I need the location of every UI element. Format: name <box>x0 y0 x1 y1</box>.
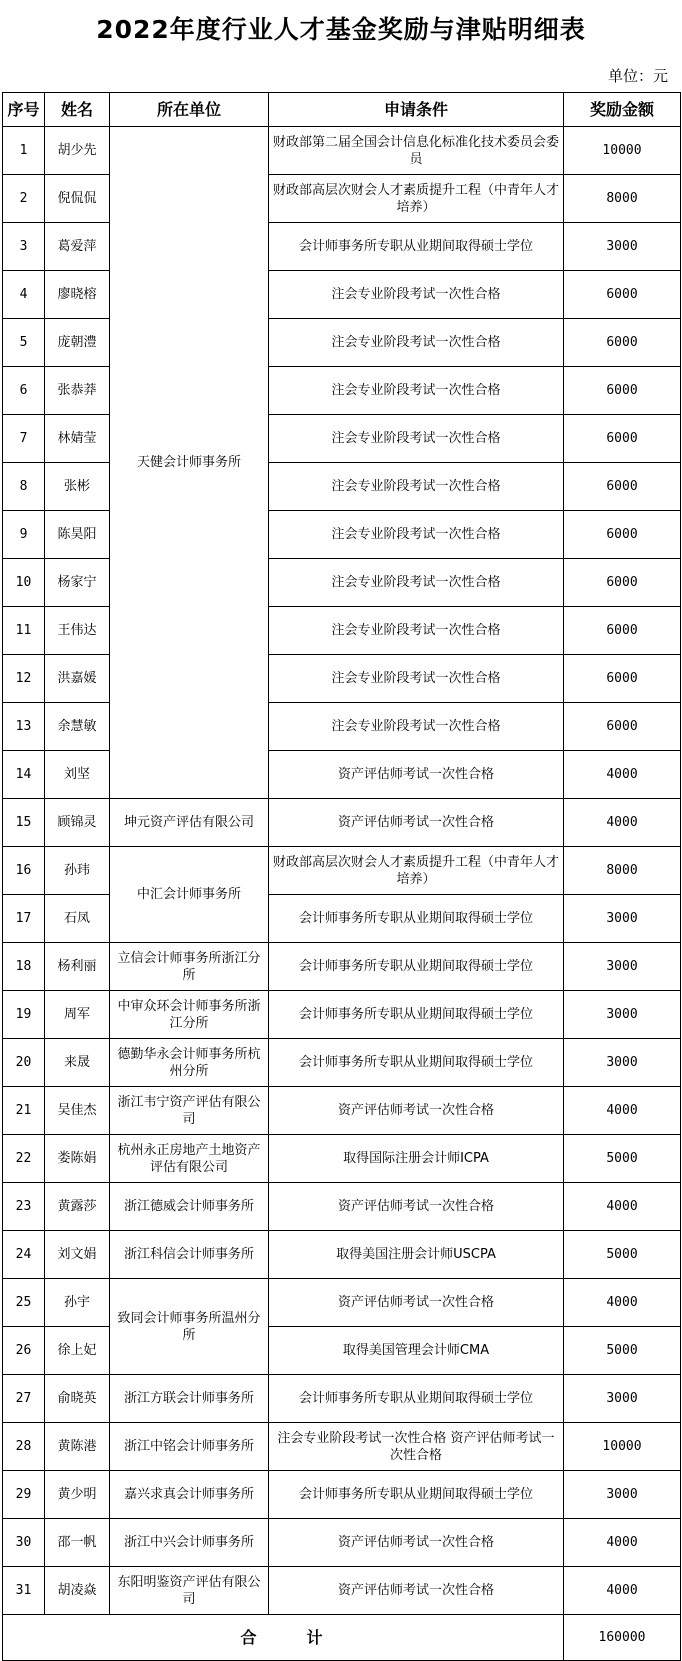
table-row <box>3 1039 681 1087</box>
row-seq: 4 <box>3 271 45 319</box>
row-name: 庞朝澧 <box>45 319 110 367</box>
row-amount: 4000 <box>564 1087 681 1135</box>
row-seq: 25 <box>3 1279 45 1327</box>
row-amount: 3000 <box>564 223 681 271</box>
row-condition: 资产评估师考试一次性合格 <box>269 1567 564 1615</box>
row-condition: 注会专业阶段考试一次性合格 <box>269 655 564 703</box>
row-condition: 注会专业阶段考试一次性合格 <box>269 319 564 367</box>
table-row <box>3 1087 681 1135</box>
table-row <box>3 751 681 799</box>
row-unit: 中汇会计师事务所 <box>110 847 269 943</box>
row-name: 陈昊阳 <box>45 511 110 559</box>
row-unit: 德勤华永会计师事务所杭州分所 <box>110 1039 269 1087</box>
row-name: 孙玮 <box>45 847 110 895</box>
row-condition: 取得国际注册会计师ICPA <box>269 1135 564 1183</box>
row-unit: 致同会计师事务所温州分所 <box>110 1279 269 1375</box>
table-row <box>3 1519 681 1567</box>
row-amount: 5000 <box>564 1231 681 1279</box>
table-row <box>3 943 681 991</box>
row-amount: 6000 <box>564 703 681 751</box>
row-amount: 4000 <box>564 1183 681 1231</box>
total-amount: 160000 <box>564 1615 681 1661</box>
row-seq: 3 <box>3 223 45 271</box>
table-row <box>3 319 681 367</box>
total-label: 合计 <box>3 1615 564 1661</box>
row-amount: 4000 <box>564 799 681 847</box>
row-name: 林婧莹 <box>45 415 110 463</box>
table-row <box>3 1279 681 1327</box>
row-unit: 天健会计师事务所 <box>110 127 269 799</box>
row-name: 王伟达 <box>45 607 110 655</box>
table-row <box>3 1423 681 1471</box>
page-title: 2022年度行业人才基金奖励与津贴明细表 <box>96 15 586 44</box>
row-condition: 取得美国管理会计师CMA <box>269 1327 564 1375</box>
row-condition: 财政部高层次财会人才素质提升工程（中青年人才培养） <box>269 175 564 223</box>
row-name: 来晟 <box>45 1039 110 1087</box>
row-name: 刘文娟 <box>45 1231 110 1279</box>
header-amount: 奖励金额 <box>564 93 681 127</box>
row-name: 余慧敏 <box>45 703 110 751</box>
row-amount: 6000 <box>564 319 681 367</box>
row-name: 倪侃侃 <box>45 175 110 223</box>
row-seq: 10 <box>3 559 45 607</box>
row-condition: 注会专业阶段考试一次性合格 <box>269 607 564 655</box>
row-seq: 13 <box>3 703 45 751</box>
row-amount: 3000 <box>564 895 681 943</box>
row-amount: 4000 <box>564 1567 681 1615</box>
table-row <box>3 655 681 703</box>
row-name: 刘坚 <box>45 751 110 799</box>
row-name: 葛爱萍 <box>45 223 110 271</box>
row-condition: 注会专业阶段考试一次性合格 <box>269 559 564 607</box>
row-name: 周军 <box>45 991 110 1039</box>
row-amount: 4000 <box>564 751 681 799</box>
row-condition: 会计师事务所专职从业期间取得硕士学位 <box>269 223 564 271</box>
row-unit: 浙江中兴会计师事务所 <box>110 1519 269 1567</box>
unit-label: 单位：元 <box>607 67 668 85</box>
row-condition: 注会专业阶段考试一次性合格 <box>269 463 564 511</box>
row-amount: 6000 <box>564 463 681 511</box>
row-seq: 11 <box>3 607 45 655</box>
row-name: 黄露莎 <box>45 1183 110 1231</box>
row-condition: 资产评估师考试一次性合格 <box>269 799 564 847</box>
row-amount: 10000 <box>564 127 681 175</box>
table-row <box>3 991 681 1039</box>
row-seq: 29 <box>3 1471 45 1519</box>
row-seq: 15 <box>3 799 45 847</box>
row-amount: 8000 <box>564 847 681 895</box>
row-unit: 浙江韦宁资产评估有限公司 <box>110 1087 269 1135</box>
row-condition: 资产评估师考试一次性合格 <box>269 1183 564 1231</box>
row-amount: 6000 <box>564 511 681 559</box>
table-row <box>3 511 681 559</box>
table-row <box>3 1135 681 1183</box>
row-name: 胡凌焱 <box>45 1567 110 1615</box>
row-seq: 30 <box>3 1519 45 1567</box>
table-row <box>3 1567 681 1615</box>
row-seq: 20 <box>3 1039 45 1087</box>
row-seq: 24 <box>3 1231 45 1279</box>
row-condition: 注会专业阶段考试一次性合格 资产评估师考试一次性合格 <box>269 1423 564 1471</box>
row-name: 廖晓榕 <box>45 271 110 319</box>
row-unit: 浙江方联会计师事务所 <box>110 1375 269 1423</box>
row-amount: 3000 <box>564 991 681 1039</box>
row-unit: 杭州永正房地产土地资产评估有限公司 <box>110 1135 269 1183</box>
row-amount: 6000 <box>564 415 681 463</box>
table-row <box>3 799 681 847</box>
row-name: 黄少明 <box>45 1471 110 1519</box>
row-seq: 26 <box>3 1327 45 1375</box>
row-seq: 14 <box>3 751 45 799</box>
row-seq: 5 <box>3 319 45 367</box>
row-amount: 3000 <box>564 1471 681 1519</box>
row-amount: 4000 <box>564 1279 681 1327</box>
row-seq: 9 <box>3 511 45 559</box>
table-row <box>3 415 681 463</box>
row-seq: 2 <box>3 175 45 223</box>
table-row <box>3 703 681 751</box>
row-name: 顾锦灵 <box>45 799 110 847</box>
row-name: 徐上妃 <box>45 1327 110 1375</box>
row-name: 黄陈港 <box>45 1423 110 1471</box>
header-row <box>3 93 681 127</box>
table-row <box>3 1327 681 1375</box>
row-name: 孙宇 <box>45 1279 110 1327</box>
row-amount: 6000 <box>564 559 681 607</box>
row-name: 娄陈娟 <box>45 1135 110 1183</box>
row-condition: 会计师事务所专职从业期间取得硕士学位 <box>269 991 564 1039</box>
row-condition: 注会专业阶段考试一次性合格 <box>269 703 564 751</box>
table-row <box>3 175 681 223</box>
row-amount: 6000 <box>564 655 681 703</box>
row-condition: 财政部高层次财会人才素质提升工程（中青年人才培养） <box>269 847 564 895</box>
row-amount: 3000 <box>564 1039 681 1087</box>
row-unit: 立信会计师事务所浙江分所 <box>110 943 269 991</box>
row-seq: 21 <box>3 1087 45 1135</box>
table-row <box>3 127 681 175</box>
row-condition: 注会专业阶段考试一次性合格 <box>269 511 564 559</box>
table-row <box>3 1471 681 1519</box>
row-amount: 6000 <box>564 607 681 655</box>
header-seq: 序号 <box>3 93 45 127</box>
row-amount: 6000 <box>564 367 681 415</box>
table-row <box>3 1375 681 1423</box>
row-condition: 会计师事务所专职从业期间取得硕士学位 <box>269 1039 564 1087</box>
row-amount: 5000 <box>564 1135 681 1183</box>
row-seq: 7 <box>3 415 45 463</box>
table-row <box>3 271 681 319</box>
row-name: 胡少先 <box>45 127 110 175</box>
table-row <box>3 607 681 655</box>
row-amount: 8000 <box>564 175 681 223</box>
row-amount: 3000 <box>564 1375 681 1423</box>
row-name: 吴佳杰 <box>45 1087 110 1135</box>
row-unit: 东阳明鉴资产评估有限公司 <box>110 1567 269 1615</box>
row-condition: 资产评估师考试一次性合格 <box>269 1087 564 1135</box>
table-row <box>3 223 681 271</box>
table-row <box>3 1231 681 1279</box>
row-seq: 23 <box>3 1183 45 1231</box>
row-seq: 1 <box>3 127 45 175</box>
row-condition: 财政部第二届全国会计信息化标准化技术委员会委员 <box>269 127 564 175</box>
row-condition: 资产评估师考试一次性合格 <box>269 1279 564 1327</box>
row-unit: 中审众环会计师事务所浙江分所 <box>110 991 269 1039</box>
row-unit: 浙江科信会计师事务所 <box>110 1231 269 1279</box>
row-amount: 6000 <box>564 271 681 319</box>
award-table <box>2 92 681 1661</box>
row-condition: 资产评估师考试一次性合格 <box>269 1519 564 1567</box>
row-seq: 17 <box>3 895 45 943</box>
row-condition: 会计师事务所专职从业期间取得硕士学位 <box>269 943 564 991</box>
row-seq: 18 <box>3 943 45 991</box>
table-row <box>3 559 681 607</box>
total-row <box>3 1615 681 1661</box>
row-name: 杨家宁 <box>45 559 110 607</box>
table-row <box>3 895 681 943</box>
row-name: 杨利丽 <box>45 943 110 991</box>
row-condition: 取得美国注册会计师USCPA <box>269 1231 564 1279</box>
row-condition: 会计师事务所专职从业期间取得硕士学位 <box>269 895 564 943</box>
row-unit: 嘉兴求真会计师事务所 <box>110 1471 269 1519</box>
row-condition: 注会专业阶段考试一次性合格 <box>269 415 564 463</box>
row-seq: 27 <box>3 1375 45 1423</box>
row-name: 石凤 <box>45 895 110 943</box>
row-amount: 4000 <box>564 1519 681 1567</box>
row-unit: 坤元资产评估有限公司 <box>110 799 269 847</box>
table-row <box>3 367 681 415</box>
row-amount: 3000 <box>564 943 681 991</box>
table-row <box>3 1183 681 1231</box>
row-condition: 注会专业阶段考试一次性合格 <box>269 367 564 415</box>
header-name: 姓名 <box>45 93 110 127</box>
row-unit: 浙江中铭会计师事务所 <box>110 1423 269 1471</box>
header-unit: 所在单位 <box>110 93 269 127</box>
row-seq: 28 <box>3 1423 45 1471</box>
row-name: 俞晓英 <box>45 1375 110 1423</box>
row-condition: 资产评估师考试一次性合格 <box>269 751 564 799</box>
row-amount: 5000 <box>564 1327 681 1375</box>
table-row <box>3 463 681 511</box>
row-seq: 22 <box>3 1135 45 1183</box>
row-condition: 会计师事务所专职从业期间取得硕士学位 <box>269 1375 564 1423</box>
row-condition: 会计师事务所专职从业期间取得硕士学位 <box>269 1471 564 1519</box>
row-unit: 浙江德威会计师事务所 <box>110 1183 269 1231</box>
header-condition: 申请条件 <box>269 93 564 127</box>
row-seq: 12 <box>3 655 45 703</box>
row-seq: 16 <box>3 847 45 895</box>
row-seq: 31 <box>3 1567 45 1615</box>
row-name: 洪嘉媛 <box>45 655 110 703</box>
row-amount: 10000 <box>564 1423 681 1471</box>
row-condition: 注会专业阶段考试一次性合格 <box>269 271 564 319</box>
row-seq: 6 <box>3 367 45 415</box>
table-row <box>3 847 681 895</box>
row-seq: 19 <box>3 991 45 1039</box>
row-name: 张彬 <box>45 463 110 511</box>
table-body <box>3 127 681 1615</box>
row-seq: 8 <box>3 463 45 511</box>
row-name: 张恭莽 <box>45 367 110 415</box>
row-name: 邵一帆 <box>45 1519 110 1567</box>
